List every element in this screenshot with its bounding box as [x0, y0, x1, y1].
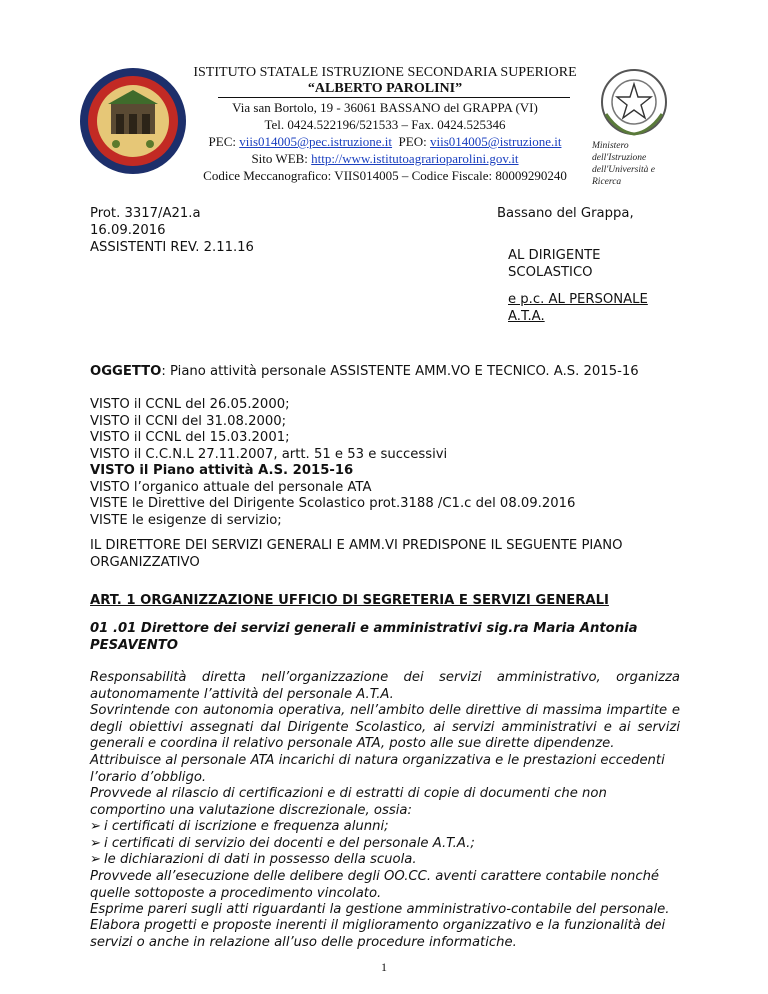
paragraph-attribuisce: Attribuisce al personale ATA incarichi di natura organizzativa e le prestazioni eccedenti l’orario d’obbligo. [90, 753, 665, 785]
paragraph-delibere: Provvede all’esecuzione delle delibere degli OO.CC. aventi carattere contabile nonché quelle sottoposte a procedimento vincolato. [90, 869, 660, 901]
prot-number: Prot. 3317/A21.a [90, 206, 201, 221]
oggetto-text: : Piano attività personale ASSISTENTE AMM.VO E TECNICO. A.S. 2015-16 [161, 364, 639, 379]
paragraph-sovrintende: Sovrintende con autonomia operativa, nell’ambito delle direttive di massima impartite e degli obiettivi assegnati dal Dirigente Scolastico, ai servizi amministrativi e ai servizi generali e coordina il relativo personale ATA, posto alle sue dirette dipendenze. [90, 703, 680, 751]
paragraph-responsabilita: Responsabilità diretta nell’organizzazione dei servizi amministrativo, organizza autonomamente l’attività del personale A.T.A. [90, 670, 680, 702]
header-phone: Tel. 0424.522196/521533 – Fax. 0424.525346 [264, 117, 506, 132]
peo-link[interactable]: viis014005@istruzione.it [429, 134, 562, 149]
pec-link[interactable]: viis014005@pec.istruzione.it [239, 134, 393, 149]
paragraph-pareri: Esprime pareri sugli atti riguardanti la gestione amministrativo-contabile del personale. [90, 902, 670, 917]
director-line: ORGANIZZATIVO [90, 554, 200, 570]
article-1-heading: ART. 1 ORGANIZZAZIONE UFFICIO DI SEGRETERIA E SERVIZI GENERALI [90, 593, 609, 608]
peo-label: PEO: [398, 134, 430, 149]
bullet-item [90, 819, 680, 836]
header-address: Via san Bortolo, 19 - 36061 BASSANO del GRAPPA (VI) [232, 100, 538, 115]
web-link[interactable]: http://www.istitutoagrarioparolini.gov.it [311, 151, 519, 166]
visto-item: VISTO il CCNL del 26.05.2000; [90, 397, 290, 412]
school-logo [78, 64, 188, 179]
visto-item: VISTO il CCNI del 31.08.2000; [90, 413, 287, 429]
visto-item: VISTO il Piano attività A.S. 2015-16 [90, 463, 354, 478]
arrow-bullet-icon: ➢ [90, 852, 102, 867]
paragraph-provvede-certificazioni: Provvede al rilascio di certificazioni e di estratti di copie di documenti che non comportino una valutazione discrezionale, ossia: [90, 786, 607, 818]
visto-item: VISTE le Direttive del Dirigente Scolastico prot.3188 /C1.c del 08.09.2016 [90, 496, 576, 511]
oggetto-line [90, 364, 639, 381]
section-title [90, 621, 638, 654]
recipient-line: SCOLASTICO [508, 264, 593, 280]
visto-item: VISTO il C.C.N.L 27.11.2007, artt. 51 e 53 e successivi [90, 446, 448, 462]
document-date: 16.09.2016 [90, 223, 166, 238]
page-number: 1 [381, 960, 387, 974]
header-school-name: “ALBERTO PAROLINI” [307, 81, 463, 96]
pec-label: PEC: [208, 134, 240, 149]
visti-list [90, 397, 575, 529]
oggetto-label: OGGETTO [90, 364, 162, 379]
bullet-item [90, 852, 680, 869]
bullet-item [90, 836, 680, 853]
recipient-line: A.T.A. [508, 308, 545, 324]
section-title-line: 01 .01 Direttore dei servizi generali e amministrativi sig.ra Maria Antonia [90, 621, 638, 636]
recipient-dirigente [508, 248, 600, 281]
arrow-bullet-icon: ➢ [90, 835, 102, 851]
place-line: Bassano del Grappa, [497, 206, 634, 221]
director-statement [90, 538, 623, 571]
director-line: IL DIRETTORE DEI SERVIZI GENERALI E AMM.VI PREDISPONE IL SEGUENTE PIANO [90, 538, 623, 553]
bullet-text: i certificati di servizio dei docenti e del personale A.T.A.; [104, 835, 475, 851]
header-codes: Codice Meccanografico: VIIS014005 – Codice Fiscale: 80009290240 [203, 168, 567, 183]
ministry-caption: Ministero dell'Istruzione dell'Università e Ricerca [592, 141, 655, 187]
visto-item: VISTO l’organico attuale del personale ATA [90, 479, 372, 495]
bullet-text: i certificati di iscrizione e frequenza alunni; [104, 819, 389, 834]
arrow-bullet-icon: ➢ [90, 819, 102, 834]
republic-emblem [598, 66, 670, 138]
visto-item: VISTE le esigenze di servizio; [90, 512, 282, 528]
header-rule [218, 97, 570, 98]
paragraph-progetti: Elabora progetti e proposte inerenti il miglioramento organizzativo e la funzionalità dei servizi o anche in relazione all’uso delle procedure informatiche. [90, 918, 666, 950]
bullet-list [90, 819, 680, 869]
section-title-line: PESAVENTO [90, 637, 178, 653]
bullet-text: le dichiarazioni di dati in possesso della scuola. [104, 852, 417, 867]
header-line1: ISTITUTO STATALE ISTRUZIONE SECONDARIA SUPERIORE [193, 65, 577, 80]
visto-item: VISTO il CCNL del 15.03.2001; [90, 430, 290, 445]
header-email-line [180, 133, 590, 150]
header-web-line [180, 150, 590, 167]
web-label: Sito WEB: [251, 151, 312, 166]
recipient-personale [508, 292, 648, 325]
recipient-line: AL DIRIGENTE [508, 248, 601, 263]
assistenti-rev: ASSISTENTI REV. 2.11.16 [90, 240, 254, 255]
recipient-line: e p.c. AL PERSONALE [508, 292, 648, 307]
